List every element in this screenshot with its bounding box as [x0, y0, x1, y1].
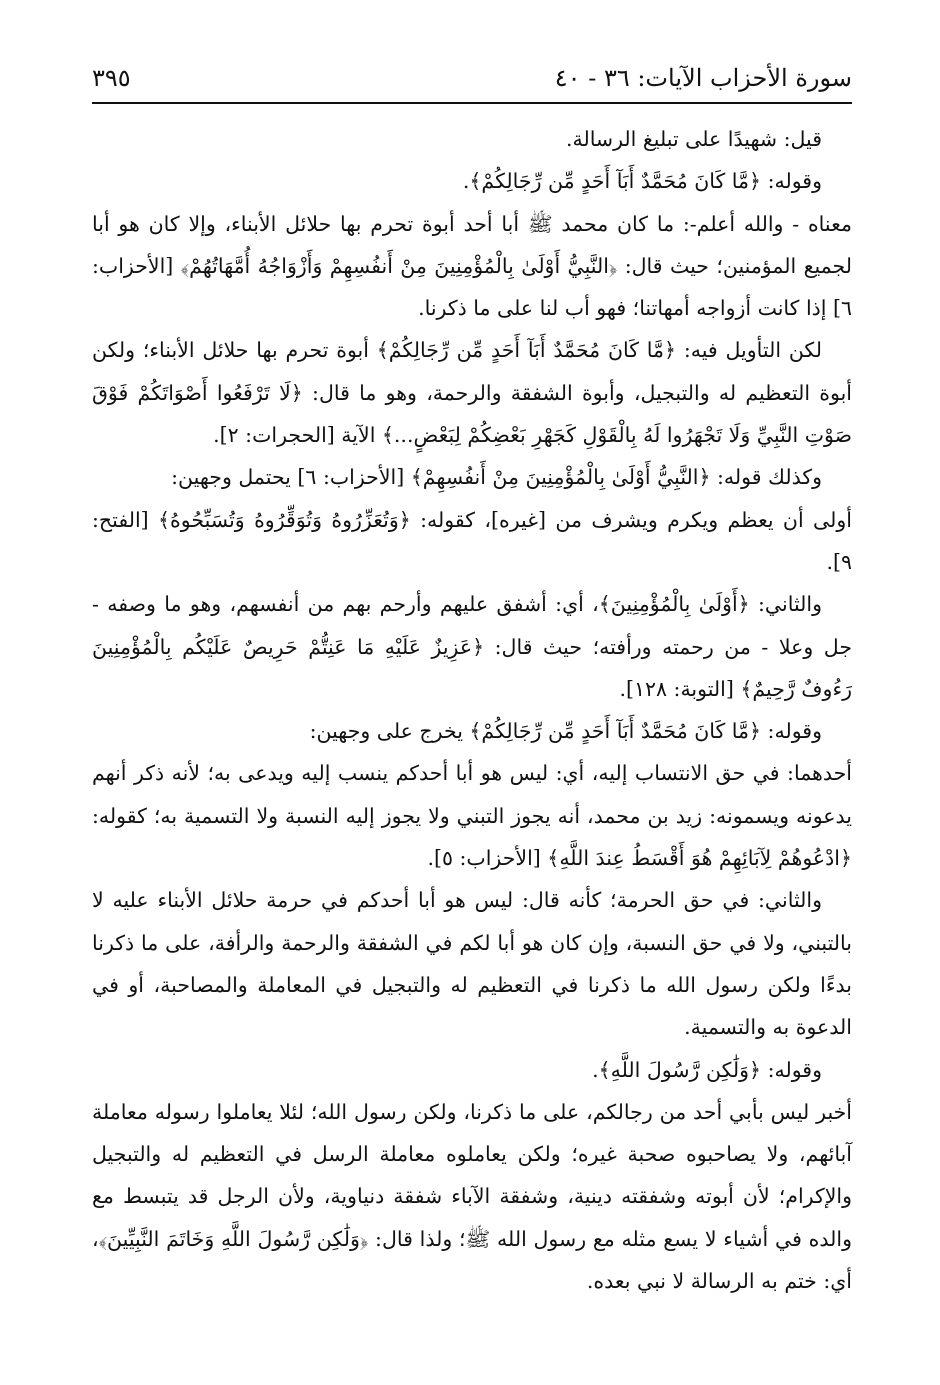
paragraph: أحدهما: في حق الانتساب إليه، أي: ليس هو أبا أحدكم ينسب إليه ويدعى به؛ لأنه ذكر أنهم يدعونه ويسمونه: زيد بن محمد، أنه يجوز التبني ولا يجوز إليه النسبة ولا التسمية به؛ كقوله: ﴿ادْعُوهُمْ لِآبَائِهِمْ هُوَ أَقْسَطُ عِندَ اللَّهِ﴾ [الأحزاب: ٥]. [92, 761, 852, 871]
paragraph: قيل: شهيدًا على تبليغ الرسالة. [565, 127, 822, 151]
paragraph: معناه - والله أعلم-: ما كان محمد ﷺ أبا أحد أبوة تحرم بها حلائل الأبناء، وإلا كان هو أبا لجميع المؤمنين؛ حيث قال: ﴿النَّبِيُّ أَوْلَىٰ بِالْمُؤْمِنِينَ مِنْ أَنفُسِهِمْ وَأَزْوَاجُهُ أُمَّهَاتُهُمْ﴾ [الأحزاب: ٦] إذا كانت أزواجه أمهاتنا؛ فهو أب لنا على ما ذكرنا. [92, 211, 852, 321]
paragraph: والثاني: في حق الحرمة؛ كأنه قال: ليس هو أبا أحدكم في حرمة حلائل الأبناء عليه لا بالتبني، ولا في حق النسبة، وإن كان هو أبا لكم في الشفقة والرحمة والرأفة، على ما ذكرنا بدءًا ولكن رسول الله ما ذكرنا في التعظيم له والتبجيل في المعاملة والمصاحبة، أو في الدعوة به والتسمية. [92, 888, 852, 1040]
paragraph: وقوله: ﴿مَّا كَانَ مُحَمَّدٌ أَبَآ أَحَدٍ مِّن رِّجَالِكُمْ﴾. [462, 169, 822, 194]
paragraph: والثاني: ﴿أَوْلَىٰ بِالْمُؤْمِنِينَ﴾، أي: أشفق عليهم وأرحم بهم من أنفسهم، وهو ما وصفه - جل وعلا - من رحمته ورأفته؛ حيث قال: ﴿عَزِيزٌ عَلَيْهِ مَا عَنِتُّمْ حَرِيصٌ عَلَيْكُم بِالْمُؤْمِنِينَ رَءُوفٌ رَّحِيمٌ﴾ [التوبة: ١٢٨]. [92, 592, 852, 701]
paragraph: وقوله: ﴿وَلَٰكِن رَّسُولَ اللَّهِ﴾. [592, 1057, 822, 1082]
paragraph: وقوله: ﴿مَّا كَانَ مُحَمَّدٌ أَبَآ أَحَدٍ مِّن رِّجَالِكُمْ﴾ يخرج على وجهين: [309, 719, 822, 744]
paragraph: أخبر ليس بأبي أحد من رجالكم، على ما ذكرنا، ولكن رسول الله؛ لئلا يعاملوا رسوله معاملة آبائهم، ولا يصاحبوه صحبة غيره؛ ولكن يعاملوه معاملة الرسل في التعظيم له والتبجيل والإكرام؛ لأن أبوته وشفقته دينية، وشفقة الآباء شفقة دنياوية، ولأن الرجل قد يتبسط مع والده في أشياء لا يسع مثله مع رسول الله ﷺ؛ ولذا قال: ﴿وَلَٰكِن رَّسُولَ اللَّهِ وَخَاتَمَ النَّبِيِّينَ﴾، أي: ختم به الرسالة لا نبي بعده. [92, 1099, 852, 1294]
header-divider [92, 102, 852, 104]
page-number: ٣٩٥ [92, 64, 131, 92]
body-text [92, 118, 852, 1302]
page-header [92, 60, 852, 100]
paragraph: لكن التأويل فيه: ﴿مَّا كَانَ مُحَمَّدٌ أَبَآ أَحَدٍ مِّن رِّجَالِكُمْ﴾ أبوة تحرم بها حلائل الأبناء؛ ولكن أبوة التعظيم له والتبجيل، وأبوة الشفقة والرحمة، وهو ما قال: ﴿لَا تَرْفَعُوا أَصْوَاتَكُمْ فَوْقَ صَوْتِ النَّبِيِّ وَلَا تَجْهَرُوا لَهُ بِالْقَوْلِ كَجَهْرِ بَعْضِكُمْ لِبَعْضٍ...﴾ الآية [الحجرات: ٢]. [92, 338, 852, 448]
running-title: سورة الأحزاب الآيات: ٣٦ - ٤٠ [554, 64, 852, 92]
paragraph: وكذلك قوله: ﴿النَّبِيُّ أَوْلَىٰ بِالْمُؤْمِنِينَ مِنْ أَنفُسِهِمْ﴾ [الأحزاب: ٦] يحتمل وجهين: [171, 465, 822, 490]
paragraph: أولى أن يعظم ويكرم ويشرف من [غيره]، كقوله: ﴿وَتُعَزِّرُوهُ وَتُوَقِّرُوهُ وَتُسَبِّحُوهُ﴾ [الفتح: ٩]. [92, 507, 852, 574]
